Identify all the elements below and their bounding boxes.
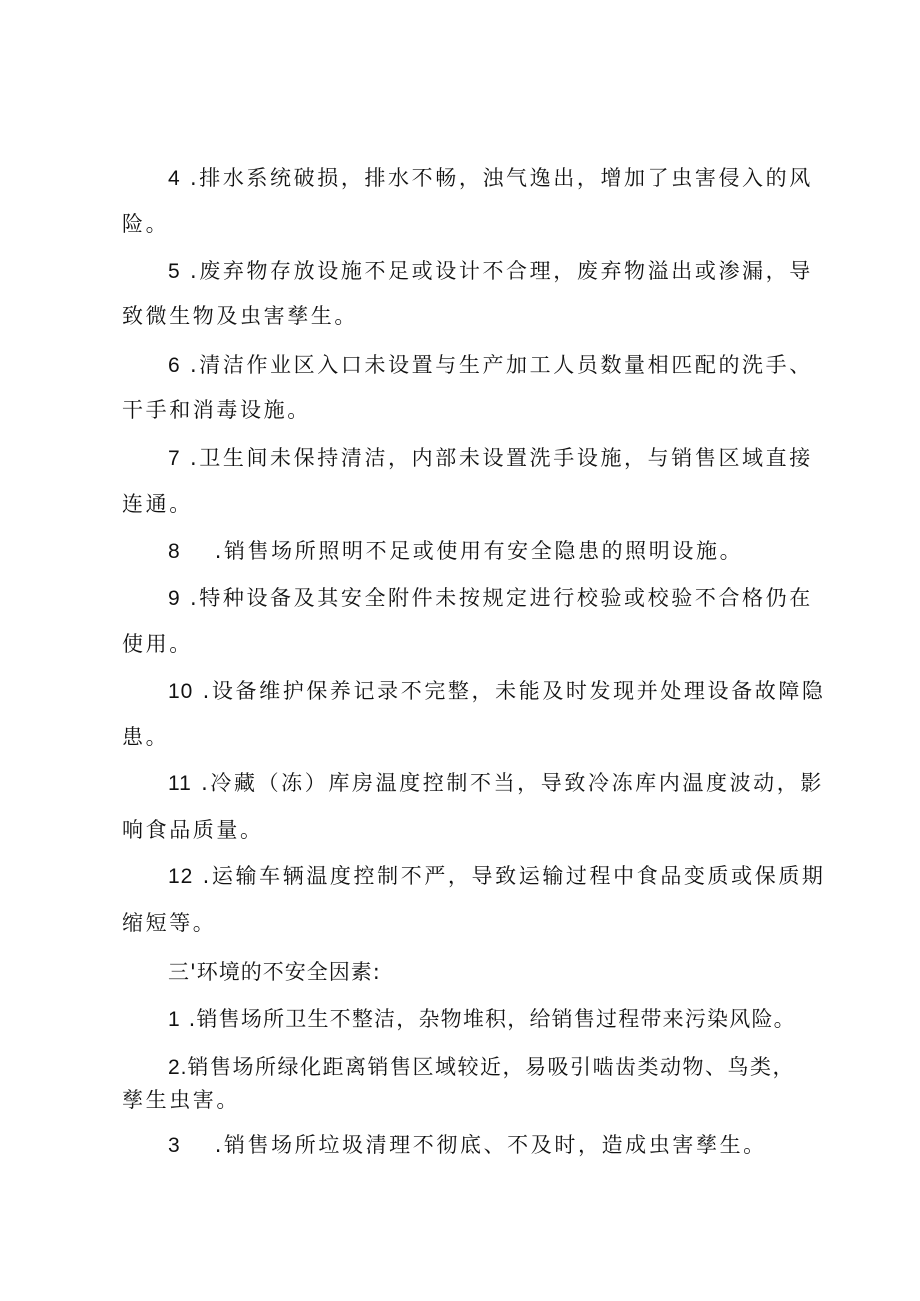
item-9-line-2: 使用。 xyxy=(122,632,193,656)
item-7-line-2: 连通。 xyxy=(122,492,193,516)
item-12-line-2: 缩短等。 xyxy=(122,911,217,935)
item-separator: . xyxy=(180,166,200,190)
item-6-line-2: 干手和消毒设施。 xyxy=(122,398,311,422)
item-12-line-1 xyxy=(168,861,826,892)
item-10-line-1 xyxy=(168,676,826,707)
item-7-line-1 xyxy=(168,443,813,474)
item-number: 3 xyxy=(168,1134,181,1157)
item-separator: . xyxy=(180,586,200,610)
item-text: 排水系统破损，排水不畅，浊气逸出，增加了虫害侵入的风 xyxy=(199,166,813,190)
item-text: 设备维护保养记录不完整，未能及时发现并处理设备故障隐 xyxy=(211,679,826,703)
item-number: 11 xyxy=(168,772,192,795)
item-number: 2. xyxy=(168,1056,188,1079)
item-number: 10 xyxy=(168,680,194,703)
item-text: 清洁作业区入口未设置与生产加工人员数量相匹配的洗手、 xyxy=(199,353,813,377)
item-number: 1 xyxy=(168,1008,181,1031)
env-item-1-line-1 xyxy=(168,1004,796,1035)
item-text: 卫生间未保持清洁，内部未设置洗手设施，与销售区域直接 xyxy=(199,446,813,470)
item-number: 7 xyxy=(168,447,181,470)
item-9-line-1 xyxy=(168,583,813,614)
env-item-3-line-1 xyxy=(168,1130,767,1161)
item-separator: . xyxy=(193,864,212,888)
item-11-line-2: 响食品质量。 xyxy=(122,818,264,842)
item-text: 销售场所垃圾清理不彻底、不及时，造成虫害孳生。 xyxy=(223,1133,767,1157)
item-separator: . xyxy=(180,446,200,470)
item-number: 4 xyxy=(168,167,181,190)
item-10-line-2: 患。 xyxy=(122,725,170,749)
item-text: 特种设备及其安全附件未按规定进行校验或校验不合格仍在 xyxy=(199,586,813,610)
item-separator: . xyxy=(214,1133,224,1157)
item-text: 销售场所绿化距离销售区域较近，易吸引啮齿类动物、鸟类， xyxy=(187,1055,796,1079)
item-separator: . xyxy=(214,539,224,563)
item-text: 销售场所照明不足或使用有安全隐患的照明设施。 xyxy=(223,539,744,563)
item-text: 冷藏（冻）库房温度控制不当，导致冷冻库内温度波动，影 xyxy=(210,771,824,795)
item-separator: . xyxy=(180,1007,197,1031)
item-text: 运输车辆温度控制不严，导致运输过程中食品变质或保质期 xyxy=(211,864,826,888)
section-heading: 三'环境的不安全因素: xyxy=(168,960,381,984)
item-11-line-1 xyxy=(168,768,824,799)
env-item-2-line-1 xyxy=(168,1052,795,1083)
item-4-line-1 xyxy=(168,163,813,194)
item-separator: . xyxy=(180,353,200,377)
item-text: 销售场所卫生不整洁，杂物堆积，给销售过程带来污染风险。 xyxy=(196,1007,796,1031)
item-text: 废弃物存放设施不足或设计不合理，废弃物溢出或渗漏，导 xyxy=(199,259,813,283)
item-separator: . xyxy=(191,771,211,795)
item-number: 8 xyxy=(168,540,181,563)
item-number: 9 xyxy=(168,587,181,610)
item-8-line-1 xyxy=(168,536,743,567)
item-6-line-1 xyxy=(168,350,813,381)
env-item-2-line-2: 孳生虫害。 xyxy=(122,1088,240,1112)
item-5-line-1 xyxy=(168,256,813,287)
item-separator: . xyxy=(193,679,212,703)
item-number: 12 xyxy=(168,865,194,888)
item-5-line-2: 致微生物及虫害孳生。 xyxy=(122,304,358,328)
item-number: 5 xyxy=(168,260,181,283)
item-4-line-2: 险。 xyxy=(122,212,170,236)
item-number: 6 xyxy=(168,354,181,377)
item-separator: . xyxy=(180,259,200,283)
